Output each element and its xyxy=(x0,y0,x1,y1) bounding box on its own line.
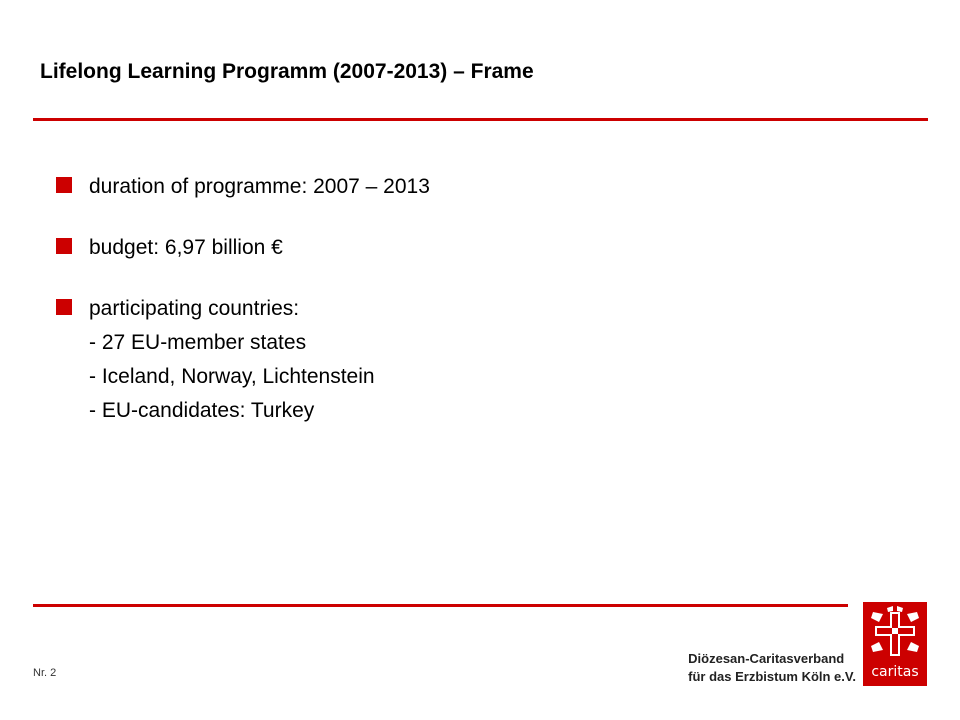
sub-line-eu-members: - 27 EU-member states xyxy=(89,331,307,354)
logo-text: caritas xyxy=(871,664,919,680)
sub-line-candidates: - EU-candidates: Turkey xyxy=(89,399,315,422)
organization-name xyxy=(688,650,856,686)
footer-divider xyxy=(33,604,848,607)
bullet-item-duration xyxy=(55,170,430,204)
sub-line-efta: - Iceland, Norway, Lichtenstein xyxy=(89,365,375,388)
square-bullet-icon xyxy=(56,238,72,254)
square-bullet-icon xyxy=(56,177,72,193)
slide-title: Lifelong Learning Programm (2007-2013) – Frame xyxy=(40,60,534,83)
bullet-text: duration of programme: 2007 – 2013 xyxy=(89,175,430,198)
bullet-text: participating countries: xyxy=(89,297,300,320)
bullet-list xyxy=(55,170,430,455)
title-divider xyxy=(33,118,928,121)
bullet-item-budget xyxy=(55,231,430,265)
org-name-line-2: für das Erzbistum Köln e.V. xyxy=(688,669,856,684)
caritas-logo xyxy=(863,602,927,686)
bullet-item-countries xyxy=(55,292,430,428)
bullet-text: budget: 6,97 billion € xyxy=(89,236,283,259)
slide-number: Nr. 2 xyxy=(33,667,57,679)
square-bullet-icon xyxy=(56,299,72,315)
caritas-flame-cross-icon xyxy=(863,602,927,664)
org-name-line-1: Diözesan-Caritasverband xyxy=(688,651,845,666)
